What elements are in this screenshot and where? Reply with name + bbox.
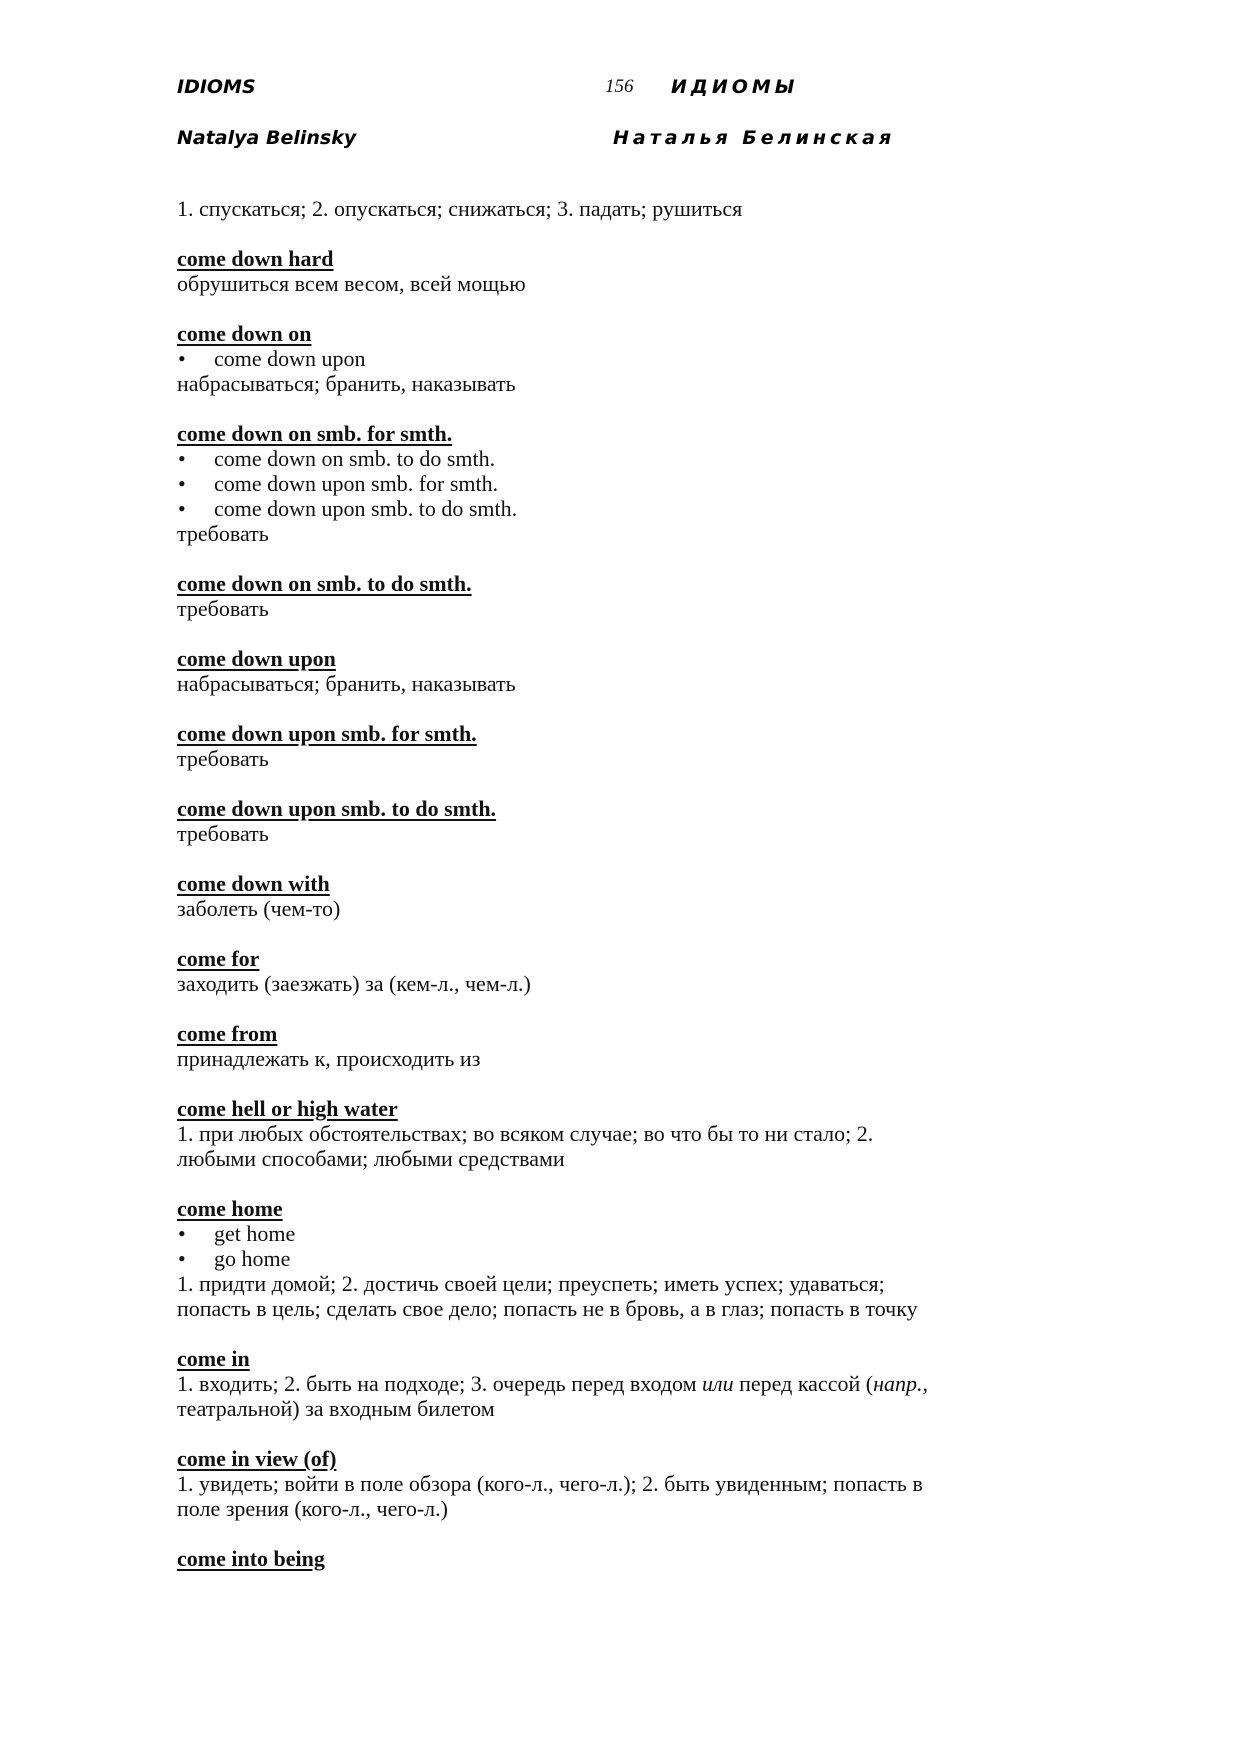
entry-variant: • come down on smb. to do smth. xyxy=(177,446,1057,471)
entry-term: come down upon smb. for smth. xyxy=(177,721,477,746)
entry-definition-line: 1. увидеть; войти в поле обзора (кого-л., чего-л.); 2. быть увиденным; попасть в xyxy=(177,1471,923,1496)
entry-definition: набрасываться; бранить, наказывать xyxy=(177,671,516,696)
entry-definition-line: любыми способами; любыми средствами xyxy=(177,1146,565,1171)
entry-term: come down upon xyxy=(177,646,336,671)
entry-definition: требовать xyxy=(177,746,269,771)
entry-definition: требовать xyxy=(177,821,269,846)
definition-italic: напр. xyxy=(873,1371,923,1396)
page-number: 156 xyxy=(605,76,634,97)
definition-text: 1. входить; 2. быть на подходе; 3. очередь перед входом xyxy=(177,1371,703,1396)
entry-term: come into being xyxy=(177,1546,325,1571)
header-author-left: Natalya Belinsky xyxy=(177,127,357,149)
entry-definition: принадлежать к, происходить из xyxy=(177,1046,481,1071)
entry-term: come in view (of) xyxy=(177,1446,337,1471)
entry-term: come down on xyxy=(177,321,312,346)
entry xyxy=(177,646,1057,696)
entry xyxy=(177,571,1057,621)
entry-term: come down on smb. to do smth. xyxy=(177,571,472,596)
entry-term: come home xyxy=(177,1196,283,1221)
entry-definition-line xyxy=(177,1371,1057,1396)
entry-term: come down on smb. for smth. xyxy=(177,421,453,446)
entry xyxy=(177,321,1057,396)
entry-definition: заходить (заезжать) за (кем-л., чем-л.) xyxy=(177,971,531,996)
dictionary-content xyxy=(177,196,1057,1596)
entry xyxy=(177,1096,1057,1171)
header-author-right: Наталья Белинская xyxy=(613,127,896,149)
entry xyxy=(177,946,1057,996)
entry xyxy=(177,1346,1057,1421)
entry xyxy=(177,1196,1057,1321)
definition-text: перед кассой ( xyxy=(733,1371,874,1396)
entry-term: come hell or high water xyxy=(177,1096,398,1121)
entry-variant: • get home xyxy=(177,1221,1057,1246)
entry xyxy=(177,1021,1057,1071)
entry-definition: требовать xyxy=(177,596,269,621)
entry xyxy=(177,1546,1057,1571)
entry xyxy=(177,721,1057,771)
entry-term: come for xyxy=(177,946,260,971)
entry-definition: набрасываться; бранить, наказывать xyxy=(177,371,516,396)
entry-definition: требовать xyxy=(177,521,269,546)
entry xyxy=(177,246,1057,296)
entry-term: come down upon smb. to do smth. xyxy=(177,796,497,821)
entry-term: come down hard xyxy=(177,246,334,271)
entry-definition: обрушиться всем весом, всей мощью xyxy=(177,271,526,296)
entry xyxy=(177,871,1057,921)
intro-definition: 1. спускаться; 2. опускаться; снижаться; 3. падать; рушиться xyxy=(177,196,743,221)
entry-definition-line: поле зрения (кого-л., чего-л.) xyxy=(177,1496,448,1521)
entry xyxy=(177,421,1057,546)
entry xyxy=(177,1446,1057,1521)
entry-variant: • come down upon smb. for smth. xyxy=(177,471,1057,496)
definition-text: , xyxy=(922,1371,928,1396)
entry-definition-line: 1. при любых обстоятельствах; во всяком случае; во что бы то ни стало; 2. xyxy=(177,1121,874,1146)
entry-definition: заболеть (чем-то) xyxy=(177,896,341,921)
header-title-left: IDIOMS xyxy=(177,76,256,98)
entry-term: come from xyxy=(177,1021,278,1046)
entry-definition-line: театральной) за входным билетом xyxy=(177,1396,495,1421)
entry xyxy=(177,796,1057,846)
entry-variant: • come down upon xyxy=(177,346,1057,371)
entry-definition-line: попасть в цель; сделать свое дело; попасть не в бровь, а в глаз; попасть в точку xyxy=(177,1296,918,1321)
entry-definition-line: 1. придти домой; 2. достичь своей цели; преуспеть; иметь успех; удаваться; xyxy=(177,1271,885,1296)
entry-term: come in xyxy=(177,1346,250,1371)
entry-term: come down with xyxy=(177,871,330,896)
entry-variant: • come down upon smb. to do smth. xyxy=(177,496,1057,521)
entry-variant: • go home xyxy=(177,1246,1057,1271)
header-title-right: ИДИОМЫ xyxy=(671,76,799,98)
definition-italic: или xyxy=(702,1371,734,1396)
